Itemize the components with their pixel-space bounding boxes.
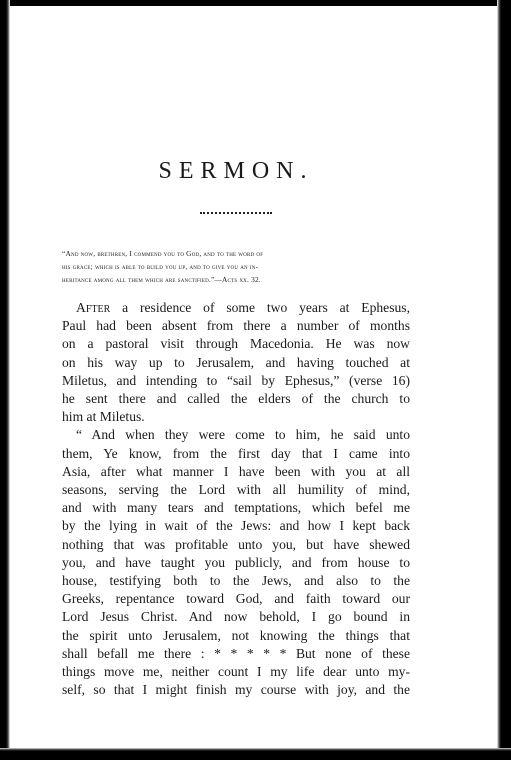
paragraph-2-line: the spirit unto Jerusalem, not knowing the things that [62,627,410,643]
paragraph-2-line: you, and have taught you publicly, and from house to [62,554,410,570]
scan-edge-bottom [0,748,511,760]
paragraph-2-line: seasons, serving the Lord with all humility of mind, [62,482,410,498]
epigraph-line: heritance among all them which are sanctified.”—Acts xx. 32. [62,275,261,284]
epigraph-line: “And now, brethren, I commend you to God, and to the word of [62,249,264,258]
scan-edge-right [497,0,511,760]
paragraph-1-line: on his way up to Jerusalem, and having touched at [62,354,410,370]
paragraph-1-line: he sent there and called the elders of the church to [62,391,410,407]
paragraph-2-line: Greeks, repentance toward God, and faith toward our [62,591,410,607]
paragraph-1-line [62,299,410,317]
ornamental-rule [200,212,272,214]
scan-edge-top [0,0,511,6]
paragraph-2-line: shall befall me there : * * * * * But none of these [62,645,410,661]
paragraph-1-line: him at Miletus. [62,409,145,425]
sermon-body [62,299,410,699]
paragraph-2-line: Lord Jesus Christ. And now behold, I go bound in [62,609,410,625]
paragraph-1-line: Paul had been absent from there a number of months [62,318,410,334]
paragraph-2-line: and with many tears and temptations, which befel me [62,500,410,516]
drop-word: After [76,300,111,315]
paragraph-2-line: by the lying in wait of the Jews: and how I kept back [62,518,410,534]
paragraph-2-line: Asia, after what manner I have been with you at all [62,463,410,479]
paragraph-2-line: things move me, neither count I my life dear unto my- [62,664,410,680]
epigraph-line: his grace; which is able to build you up, and to give you an in- [62,262,259,271]
epigraph [62,247,410,286]
paragraph-2-line: house, testifying both to the Jews, and also to the [62,573,410,589]
paragraph-2-line: nothing that was profitable unto you, but have shewed [62,536,410,552]
paragraph-2-line: them, Ye know, from the first day that I came into [62,445,410,461]
line-text: a residence of some two years at Ephesus, [110,300,410,315]
paragraph-2-line: “ And when they were come to him, he said unto [76,427,410,443]
paragraph-1-line: Miletus, and intending to “sail by Ephesus,” (verse 16) [62,372,410,388]
scan-edge-left [0,0,10,760]
page-title: SERMON. [158,158,314,184]
paragraph-1-line: on a pastoral visit through Macedonia. He was now [62,336,410,352]
paragraph-2-line: self, so that I might finish my course with joy, and the [62,682,410,698]
